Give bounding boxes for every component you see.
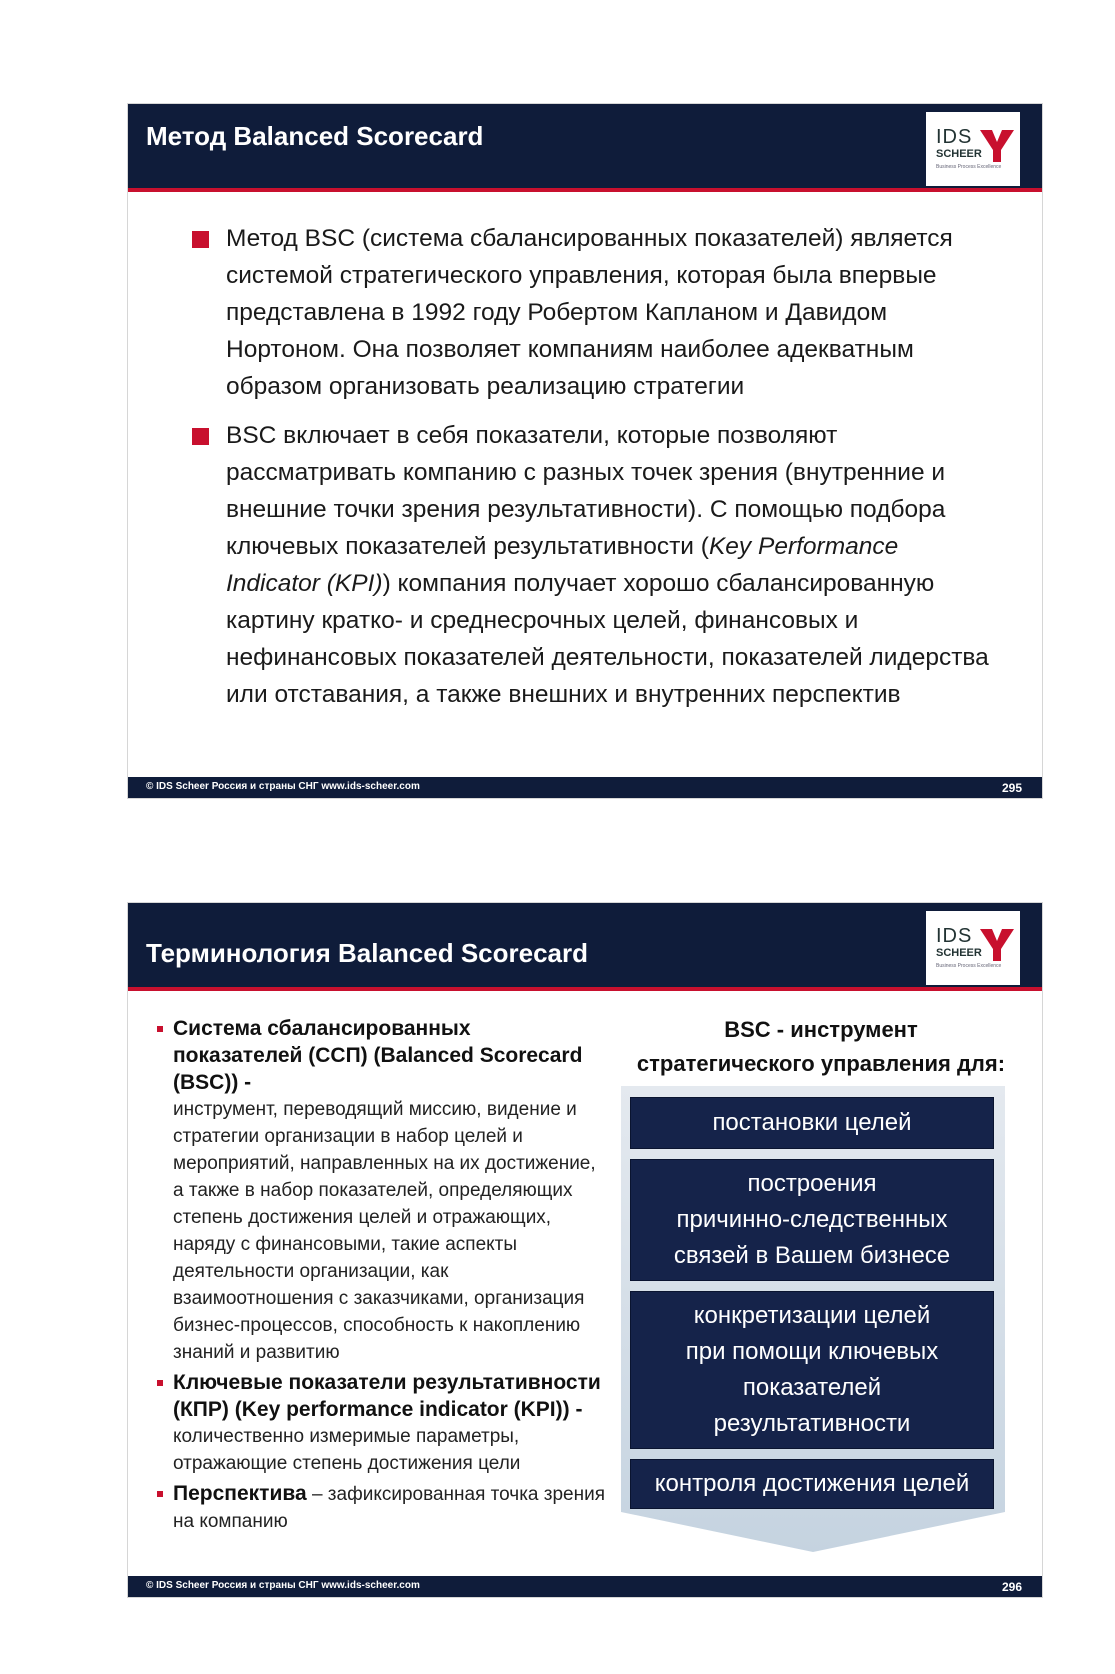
footer-copyright: © IDS Scheer Россия и страны СНГ www.ids-scheer.com [146, 1580, 420, 1591]
bullet-item [192, 417, 992, 713]
term-dash: - [569, 1398, 583, 1421]
box-line: результативности [713, 1410, 911, 1437]
slide-title: Метод Balanced Scorecard [146, 121, 484, 151]
slide-header [128, 104, 1042, 192]
purpose-box-goal-control [630, 1459, 994, 1509]
bullet-square-icon [157, 1026, 163, 1032]
ids-scheer-logo [926, 112, 1020, 186]
bullet-text-start: BSC включает в себя показатели, которые позволяют рассматривать компанию с разных точек зрения (внутренние и внешние точки зрения результативности). С помощью подбора ключевых показателей результативности ( [226, 422, 946, 560]
purpose-box-cause-effect [630, 1159, 994, 1281]
slide-footer [128, 777, 1042, 798]
heading-line: BSC - инструмент [724, 1017, 918, 1042]
logo-tagline: Business Process Excellence [936, 164, 1002, 170]
box-line: причинно-следственных [676, 1206, 948, 1233]
box-line: при помощи ключевых [685, 1338, 939, 1365]
bullet-square-icon [157, 1380, 163, 1386]
logo-scheer-text: SCHEER [936, 148, 982, 160]
box-line: показателей [742, 1374, 882, 1401]
term-item [155, 1480, 605, 1535]
slide-footer [128, 1576, 1042, 1597]
term-dash: - [238, 1071, 252, 1094]
term-definition: зафиксированная точка зрения на компанию [173, 1484, 606, 1532]
bullet-list [192, 220, 992, 725]
bullet-square-icon [192, 428, 209, 445]
purpose-box-kpi-goals [630, 1291, 994, 1449]
slide-header [128, 903, 1042, 991]
term-dash: – [306, 1484, 328, 1505]
page-number: 295 [1001, 781, 1022, 795]
term-name: Перспектива [173, 1482, 307, 1505]
box-line: построения [747, 1170, 877, 1197]
term-name: Система сбалансированных показателей (ССП) (Balanced Scorecard (BSC)) [173, 1017, 583, 1094]
footer-copyright: © IDS Scheer Россия и страны СНГ www.ids-scheer.com [146, 781, 420, 792]
bullet-square-icon [157, 1491, 163, 1497]
term-definition: количественно измеримые параметры, отражающие степень достижения цели [173, 1426, 521, 1474]
box-line: постановки целей [712, 1109, 912, 1136]
logo-mark-icon [980, 128, 1014, 162]
bullet-item [192, 220, 992, 405]
logo-scheer-text: SCHEER [936, 947, 982, 959]
bullet-text: Метод BSC (система сбалансированных показателей) является системой стратегического управления, которая была впервые представлена в 1992 году Робертом Капланом и Давидом Нортоном. Она позволяет компаниям наиболее адекватным образом организовать реализацию стратегии [226, 225, 953, 400]
bullet-text-italic: Key Performance Indicator (KPI) [226, 533, 899, 597]
purpose-box-goal-setting [630, 1097, 994, 1149]
ids-scheer-logo [926, 911, 1020, 985]
bsc-purpose-heading [614, 1013, 1028, 1081]
logo-mark-icon [980, 927, 1014, 961]
terminology-list [155, 1015, 605, 1538]
slide-title: Терминология Balanced Scorecard [146, 938, 589, 968]
box-line: конкретизации целей [693, 1302, 931, 1329]
term-name: Ключевые показатели результативности (КПР) (Key performance indicator (KPI)) [173, 1371, 601, 1421]
page-number: 296 [1001, 1580, 1022, 1594]
slide-295 [127, 103, 1043, 799]
box-line: связей в Вашем бизнесе [673, 1242, 951, 1269]
term-definition: инструмент, переводящий миссию, видение и стратегии организации в набор целей и мероприятий, направленных на их достижение, а также в набор показателей, определяющих степень достижения целей и отражающих, наряду с финансовыми, такие аспекты деятельности организации, как взаимоотношения с заказчиками, организация бизнес-процессов, способность к накоплению знаний и развитию [173, 1099, 596, 1363]
logo-ids-text: IDS [936, 126, 973, 148]
bullet-square-icon [192, 231, 209, 248]
term-item [155, 1369, 605, 1477]
term-item [155, 1015, 605, 1366]
logo-ids-text: IDS [936, 925, 973, 947]
heading-line: стратегического управления для: [636, 1051, 1006, 1076]
logo-tagline: Business Process Excellence [936, 963, 1002, 969]
slide-296 [127, 902, 1043, 1598]
bullet-text-end: ) компания получает хорошо сбалансированную картину кратко- и среднесрочных целей, финансовых и нефинансовых показателей деятельности, показателей лидерства или отставания, а также внешних и внутренних перспектив [226, 570, 989, 708]
box-line: контроля достижения целей [654, 1470, 970, 1497]
